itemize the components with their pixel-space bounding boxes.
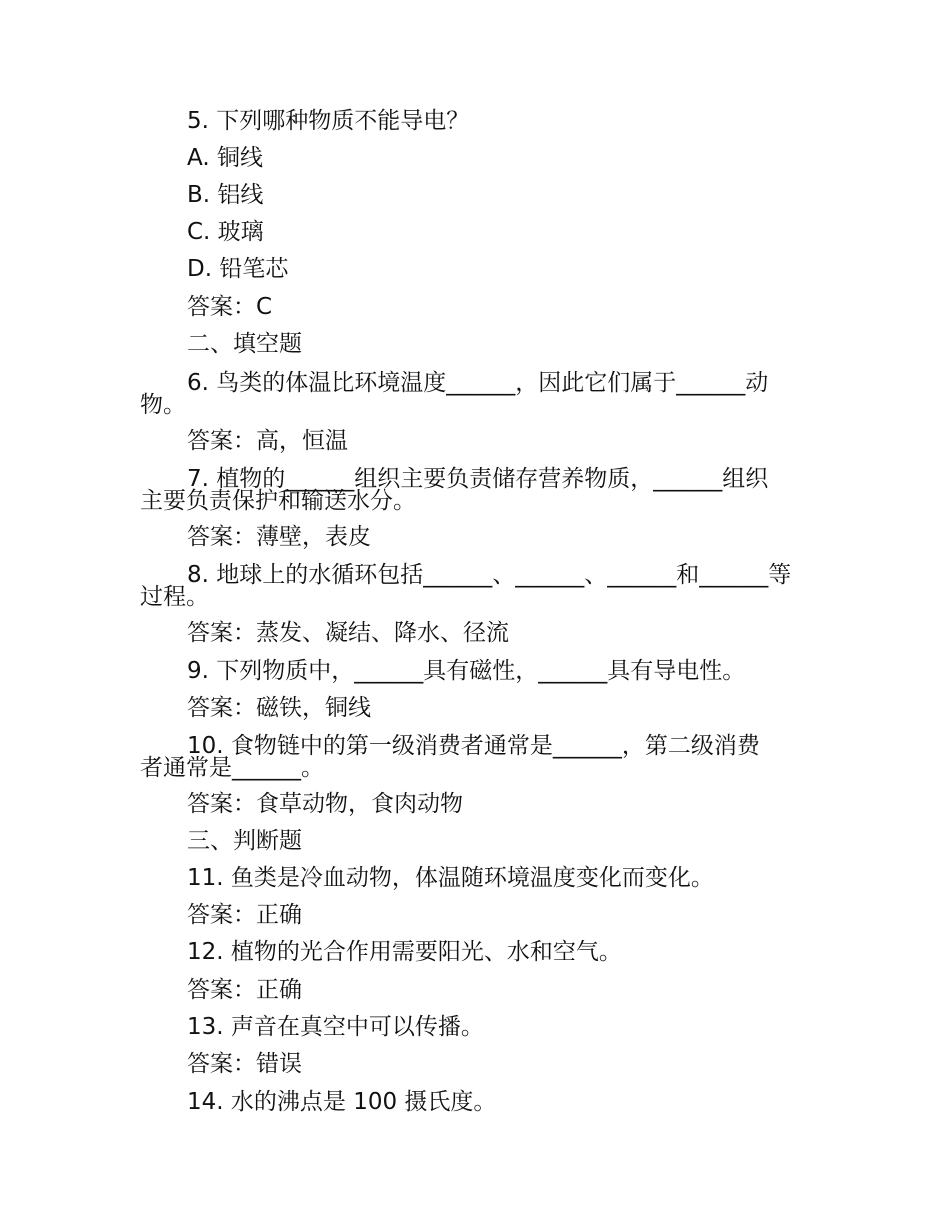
question-10-line1: 10. 食物链中的第一级消费者通常是______，第二级消费	[187, 733, 760, 759]
option-d: D. 铅笔芯	[187, 256, 289, 282]
section-title-fill-in: 二、填空题	[187, 331, 302, 357]
question-8-line2: 过程。	[140, 584, 209, 610]
question-13: 13. 声音在真空中可以传播。	[187, 1014, 484, 1040]
question-5: 5. 下列哪种物质不能导电？	[187, 108, 470, 134]
answer-7: 答案：薄壁，表皮	[187, 524, 371, 550]
option-b: B. 铝线	[187, 182, 264, 208]
answer-10: 答案：食草动物，食肉动物	[187, 791, 463, 817]
answer-6: 答案：高，恒温	[187, 428, 348, 454]
question-8-line1: 8. 地球上的水循环包括______、______、______和______等	[187, 562, 792, 588]
section-title-true-false: 三、判断题	[187, 828, 302, 854]
answer-11: 答案：正确	[187, 902, 302, 928]
option-c: C. 玻璃	[187, 219, 264, 245]
question-14: 14. 水的沸点是 100 摄氏度。	[187, 1089, 497, 1115]
question-11: 11. 鱼类是冷血动物，体温随环境温度变化而变化。	[187, 865, 714, 891]
question-12: 12. 植物的光合作用需要阳光、水和空气。	[187, 939, 622, 965]
question-6-line2: 物。	[140, 392, 186, 418]
answer-9: 答案：磁铁，铜线	[187, 695, 371, 721]
answer-8: 答案：蒸发、凝结、降水、径流	[187, 620, 509, 646]
question-7-line2: 主要负责保护和输送水分。	[140, 488, 416, 514]
question-6-line1: 6. 鸟类的体温比环境温度______，因此它们属于______动	[187, 370, 769, 396]
question-7-line1: 7. 植物的______组织主要负责储存营养物质，______组织	[187, 466, 769, 492]
option-a: A. 铜线	[187, 145, 263, 171]
question-10-line2: 者通常是______。	[140, 755, 324, 781]
answer-5: 答案：C	[187, 294, 273, 320]
answer-13: 答案：错误	[187, 1051, 302, 1077]
answer-12: 答案：正确	[187, 977, 302, 1003]
question-9: 9. 下列物质中，______具有磁性，______具有导电性。	[187, 658, 746, 684]
